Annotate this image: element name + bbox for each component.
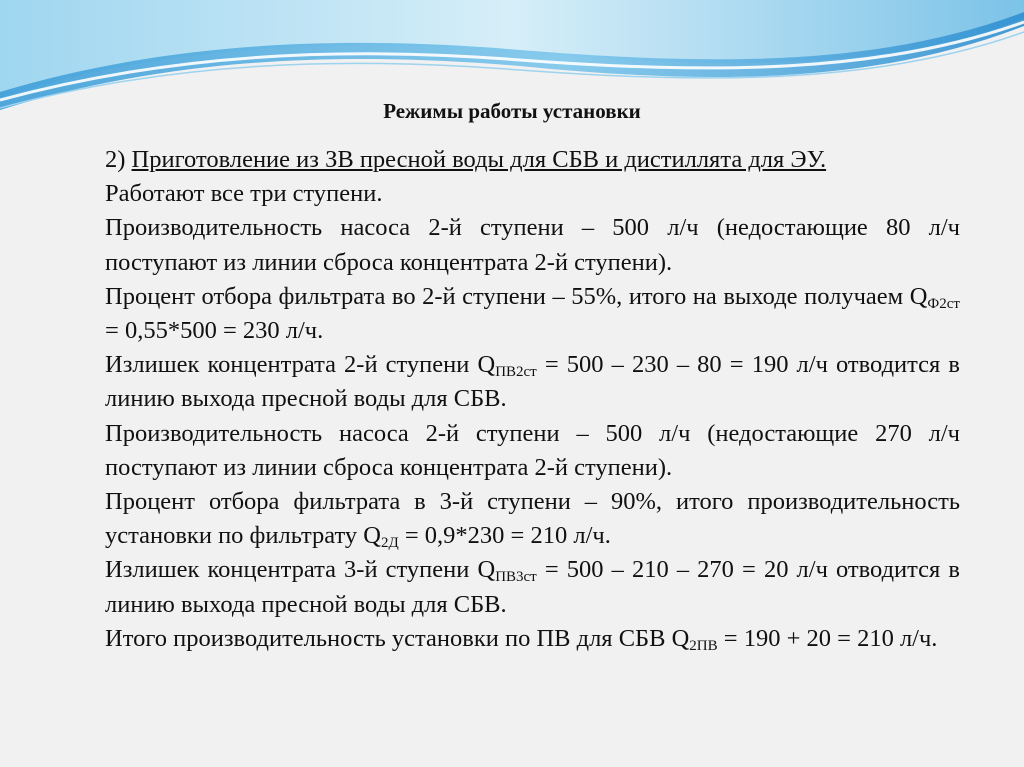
- paragraph-excess-stage3: [105, 553, 960, 621]
- paragraph-pump-stage2-a: [105, 211, 960, 279]
- paragraph-stages: [105, 177, 960, 211]
- formula-2d: = 0,9*230 = 210 л/ч.: [398, 522, 611, 550]
- text-filtrate-stage3: Процент отбора фильтрата в 3-й ступени – 90%, итого производительность установки по фильтрату Q: [105, 488, 960, 550]
- formula-f2st: = 0,55*500 = 230 л/ч.: [105, 317, 324, 345]
- paragraph-filtrate-stage3: [105, 485, 960, 553]
- paragraph-pump-stage2-b: [105, 417, 960, 485]
- text-filtrate-stage2: Процент отбора фильтрата во 2-й ступени – 55%, итого на выходе получаем Q: [105, 282, 928, 310]
- slide-title: Режимы работы установки: [383, 99, 641, 123]
- text-pump-stage2-a: Производительность насоса 2-й ступени – 500 л/ч (недостающие 80 л/ч поступают из линии сброса концентрата 2-й ступени).: [105, 214, 960, 276]
- formula-pv2st: = 500 – 230 – 80 = 190 л/ч отводится в линию выхода пресной воды для СБВ.: [105, 351, 960, 413]
- subscript-pv3st: ПВ3ст: [495, 569, 537, 586]
- text-excess-stage2: Излишек концентрата 2-й ступени Q: [105, 351, 496, 379]
- text-pump-stage2-b: Производительность насоса 2-й ступени – 500 л/ч (недостающие 270 л/ч поступают из линии сброса концентрата 2-й ступени).: [105, 419, 960, 481]
- item-number: 2): [105, 146, 126, 173]
- paragraph-total: [105, 622, 960, 656]
- formula-pv3st: = 500 – 210 – 270 = 20 л/ч отводится в линию выхода пресной воды для СБВ.: [105, 556, 960, 618]
- mode-heading: Приготовление из ЗВ пресной воды для СБВ и дистиллята для ЭУ.: [131, 146, 827, 173]
- slide-body: [105, 143, 960, 656]
- paragraph-excess-stage2: [105, 348, 960, 416]
- formula-2pv: = 190 + 20 = 210 л/ч.: [717, 624, 938, 652]
- paragraph-mode: [105, 143, 960, 177]
- subscript-f2st: Ф2ст: [927, 295, 960, 312]
- subscript-pv2st: ПВ2ст: [495, 364, 537, 381]
- subscript-2pv: 2ПВ: [689, 637, 718, 654]
- paragraph-filtrate-stage2: [105, 280, 960, 348]
- subscript-2d: 2Д: [380, 535, 399, 552]
- text-total: Итого производительность установки по ПВ для СБВ Q: [105, 624, 690, 652]
- text-stages: Работают все три ступени.: [105, 180, 383, 208]
- text-excess-stage3: Излишек концентрата 3-й ступени Q: [105, 556, 496, 584]
